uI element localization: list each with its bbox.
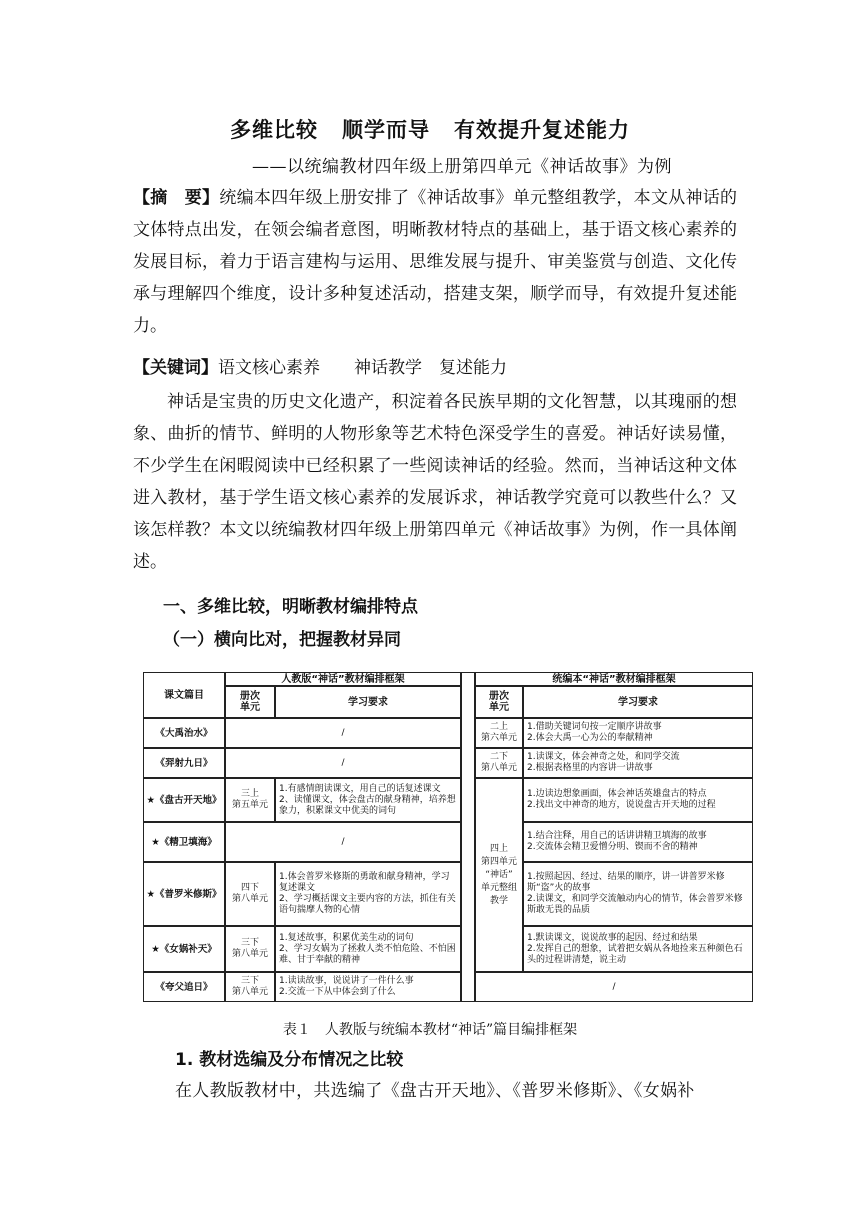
header-group-a: 人教版“神话”教材编排框架: [225, 672, 461, 686]
row-a-req: 1.有感情朗读课文，用自己的话复述课文 2、读懂课文，体会盘古的献身精神，培养想象力，积累课文中优美的词句: [275, 778, 461, 822]
row-lesson: ★《普罗米修斯》: [143, 862, 225, 926]
row-b-req: 1.按照起因、经过、结果的顺序，讲一讲普罗米修斯“盗”火的故事 2.读课文，和同学交流触动内心的情节，体会普罗米修斯敢无畏的品质: [523, 862, 753, 926]
abstract-label: 【摘 要】: [133, 188, 220, 208]
keywords-text: 语文核心素养 神话教学 复述能力: [218, 358, 507, 378]
header-unit-a: 册次 单元: [225, 686, 275, 718]
row-lesson: ★《女娲补天》: [143, 926, 225, 972]
title-part-3: 有效提升复述能力: [454, 118, 630, 142]
row-a-req: /: [225, 822, 461, 862]
row-a-req: /: [225, 748, 461, 778]
row-a-unit: 三下 第八单元: [225, 972, 275, 1002]
row-b-req: 1.借助关键词句按一定顺序讲故事 2.体会大禹一心为公的奉献精神: [523, 718, 753, 748]
row-a-unit: 四下 第八单元: [225, 862, 275, 926]
row-a-req: /: [225, 718, 461, 748]
table-spacer: [461, 672, 475, 1002]
row-b-unit: 二下 第八单元: [475, 748, 523, 778]
intro-paragraph: 神话是宝贵的历史文化遗产，积淀着各民族早期的文化智慧，以其瑰丽的想象、曲折的情节、鲜明的人物形象等艺术特色深受学生的喜爱。神话好读易懂，不少学生在闲暇阅读中已经积累了一些阅读神话的经验。然而，当神话这种文体进入教材，基于学生语文核心素养的发展诉求，神话教学究竟可以教些什么？又该怎样教？本文以统编教材四年级上册第四单元《神话故事》为例，作一具体阐述。: [133, 392, 737, 572]
row-lesson: ★《精卫填海》: [143, 822, 225, 862]
keywords-paragraph: [133, 352, 737, 384]
keywords-label: 【关键词】: [133, 358, 218, 378]
row-a-unit: 三下 第八单元: [225, 926, 275, 972]
table-caption: 表１ 人教版与统编本教材“神话”篇目编排框架: [282, 1022, 578, 1038]
row-b-req: 1.默读课文，说说故事的起因、经过和结果 2.发挥自己的想象，试着把女娲从各地捡来五种颜色石头的过程讲清楚，说主动: [523, 926, 753, 972]
comparison-table: [143, 672, 753, 1002]
header-lesson: 课文篇目: [143, 672, 225, 718]
abstract-text: 统编本四年级上册安排了《神话故事》单元整组教学，本文从神话的文体特点出发，在领会编者意图，明晰教材特点的基础上，基于语文核心素养的发展目标，着力于语言建构与运用、思维发展与提升、审美鉴赏与创造、文化传承与理解四个维度，设计多种复述活动，搭建支架，顺学而导，有效提升复述能力。: [133, 188, 738, 336]
row-b-req: 1.结合注释，用自己的话讲讲精卫填海的故事 2.交流体会精卫爱憎分明、锲而不舍的精神: [523, 822, 753, 862]
point-heading: 1. 教材选编及分布情况之比较: [175, 1050, 404, 1070]
abstract-paragraph: [133, 182, 737, 342]
subsection-heading: （一）横向比对，把握教材异同: [163, 630, 401, 650]
row-a-unit: 三上 第五单元: [225, 778, 275, 822]
row-a-req: 1.复述故事，积累优美生动的词句 2、学习女娲为了拯救人类不怕危险、不怕困难、甘于奉献的精神: [275, 926, 461, 972]
title-part-2: 顺学而导: [342, 118, 430, 142]
row-lesson: 《夸父追日》: [143, 972, 225, 1002]
row-b-req: 1.边读边想象画面，体会神话英雄盘古的特点 2.找出文中神奇的地方，说说盘古开天地的过程: [523, 778, 753, 822]
row-a-req: 1.体会普罗米修斯的勇敢和献身精神，学习复述课文 2、学习概括课文主要内容的方法，抓住有关语句揣摩人物的心情: [275, 862, 461, 926]
header-unit-b: 册次 单元: [475, 686, 523, 718]
header-req-b: 学习要求: [523, 686, 753, 718]
body-paragraph: 在人教版教材中，共选编了《盘古开天地》、《普罗米修斯》、《女娲补: [175, 1081, 695, 1101]
row-lesson: ★《盘古开天地》: [143, 778, 225, 822]
row-lesson: 《大禹治水》: [143, 718, 225, 748]
document-subtitle: ——以统编教材四年级上册第四单元《神话故事》为例: [252, 157, 672, 177]
header-group-b: 统编本“神话”教材编排框架: [475, 672, 753, 686]
row-b-req: 1.读课文，体会神奇之处，和同学交流 2.根据表格里的内容讲一讲故事: [523, 748, 753, 778]
merged-unit-b: 四上 第四单元 “神话” 单元整组 教学: [475, 778, 523, 972]
row-b-req: /: [475, 972, 753, 1002]
row-b-unit: 二上 第六单元: [475, 718, 523, 748]
header-req-a: 学习要求: [275, 686, 461, 718]
title-part-1: 多维比较: [230, 118, 318, 142]
row-lesson: 《羿射九日》: [143, 748, 225, 778]
row-a-req: 1.读读故事，说说讲了一件什么事 2.交流一下从中体会到了什么: [275, 972, 461, 1002]
document-title: [0, 114, 860, 144]
section-heading: 一、多维比较，明晰教材编排特点: [163, 597, 418, 617]
